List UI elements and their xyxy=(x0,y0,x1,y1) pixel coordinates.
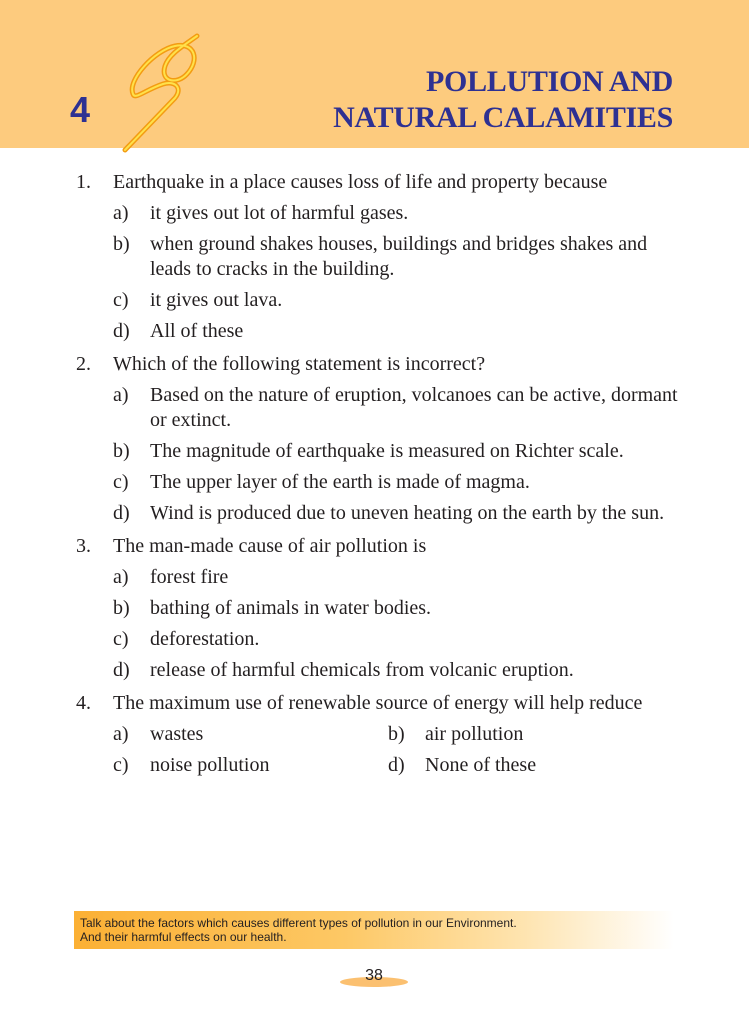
question-number: 4. xyxy=(76,692,91,714)
chapter-title-line2: NATURAL CALAMITIES xyxy=(333,101,673,134)
option-text: release of harmful chemicals from volcanic eruption. xyxy=(150,659,574,681)
question-number: 3. xyxy=(76,535,91,557)
question-text: The maximum use of renewable source of energy will help reduce xyxy=(113,692,643,714)
option-letter: c) xyxy=(113,628,129,650)
chapter-title-line1: POLLUTION AND xyxy=(426,65,673,98)
option-c xyxy=(113,470,686,495)
option-text: Wind is produced due to uneven heating on the earth by the sun. xyxy=(150,502,665,524)
option-text: deforestation. xyxy=(150,628,260,650)
chapter-title xyxy=(333,64,673,136)
option-text: Based on the nature of eruption, volcanoes can be active, dormant or extinct. xyxy=(150,384,678,431)
option-letter: b) xyxy=(113,440,130,462)
question-3 xyxy=(76,534,686,683)
question-1 xyxy=(76,170,686,344)
option-letter: a) xyxy=(113,723,129,745)
option-d xyxy=(388,753,663,778)
option-text: when ground shakes houses, buildings and bridges shakes and leads to cracks in the building. xyxy=(150,233,648,280)
option-a xyxy=(113,565,686,590)
chapter-number: 4 xyxy=(70,89,91,130)
option-text: bathing of animals in water bodies. xyxy=(150,597,432,619)
option-letter: b) xyxy=(113,597,130,619)
option-letter: a) xyxy=(113,384,129,406)
option-letter: d) xyxy=(388,754,405,776)
option-d xyxy=(113,501,686,526)
option-d xyxy=(113,319,686,344)
option-text: noise pollution xyxy=(150,754,270,776)
question-list xyxy=(76,170,686,786)
option-grid xyxy=(113,722,686,778)
option-text: air pollution xyxy=(425,723,524,745)
option-b xyxy=(113,439,686,464)
option-text: All of these xyxy=(150,320,244,342)
option-letter: d) xyxy=(113,320,130,342)
question-text: The man-made cause of air pollution is xyxy=(113,535,427,557)
option-letter: d) xyxy=(113,659,130,681)
option-a xyxy=(113,201,686,226)
option-text: The upper layer of the earth is made of magma. xyxy=(150,471,530,493)
option-letter: c) xyxy=(113,754,129,776)
option-letter: c) xyxy=(113,471,129,493)
option-text: it gives out lava. xyxy=(150,289,283,311)
option-letter: b) xyxy=(113,233,130,255)
option-text: wastes xyxy=(150,723,204,745)
option-text: The magnitude of earthquake is measured on Richter scale. xyxy=(150,440,624,462)
option-letter: b) xyxy=(388,723,405,745)
option-letter: d) xyxy=(113,502,130,524)
option-text: it gives out lot of harmful gases. xyxy=(150,202,409,224)
chapter-header xyxy=(0,0,749,148)
page-number-badge xyxy=(338,965,410,991)
option-b xyxy=(388,722,663,747)
question-text: Earthquake in a place causes loss of life and property because xyxy=(113,171,608,193)
option-c xyxy=(113,753,388,778)
swirl-icon xyxy=(105,30,215,155)
option-b xyxy=(113,232,686,282)
question-number: 1. xyxy=(76,171,91,193)
option-a xyxy=(113,383,686,433)
option-c xyxy=(113,288,686,313)
question-number: 2. xyxy=(76,353,91,375)
option-b xyxy=(113,596,686,621)
question-text: Which of the following statement is incorrect? xyxy=(113,353,486,375)
activity-note xyxy=(74,911,674,949)
option-d xyxy=(113,658,686,683)
option-c xyxy=(113,627,686,652)
option-text: None of these xyxy=(425,754,537,776)
option-letter: a) xyxy=(113,566,129,588)
option-text: forest fire xyxy=(150,566,229,588)
question-2 xyxy=(76,352,686,526)
question-4 xyxy=(76,691,686,778)
note-line2: And their harmful effects on our health. xyxy=(80,930,287,944)
option-letter: c) xyxy=(113,289,129,311)
note-line1: Talk about the factors which causes different types of pollution in our Environment. xyxy=(80,916,517,930)
option-a xyxy=(113,722,388,747)
page-number: 38 xyxy=(365,967,383,984)
option-letter: a) xyxy=(113,202,129,224)
